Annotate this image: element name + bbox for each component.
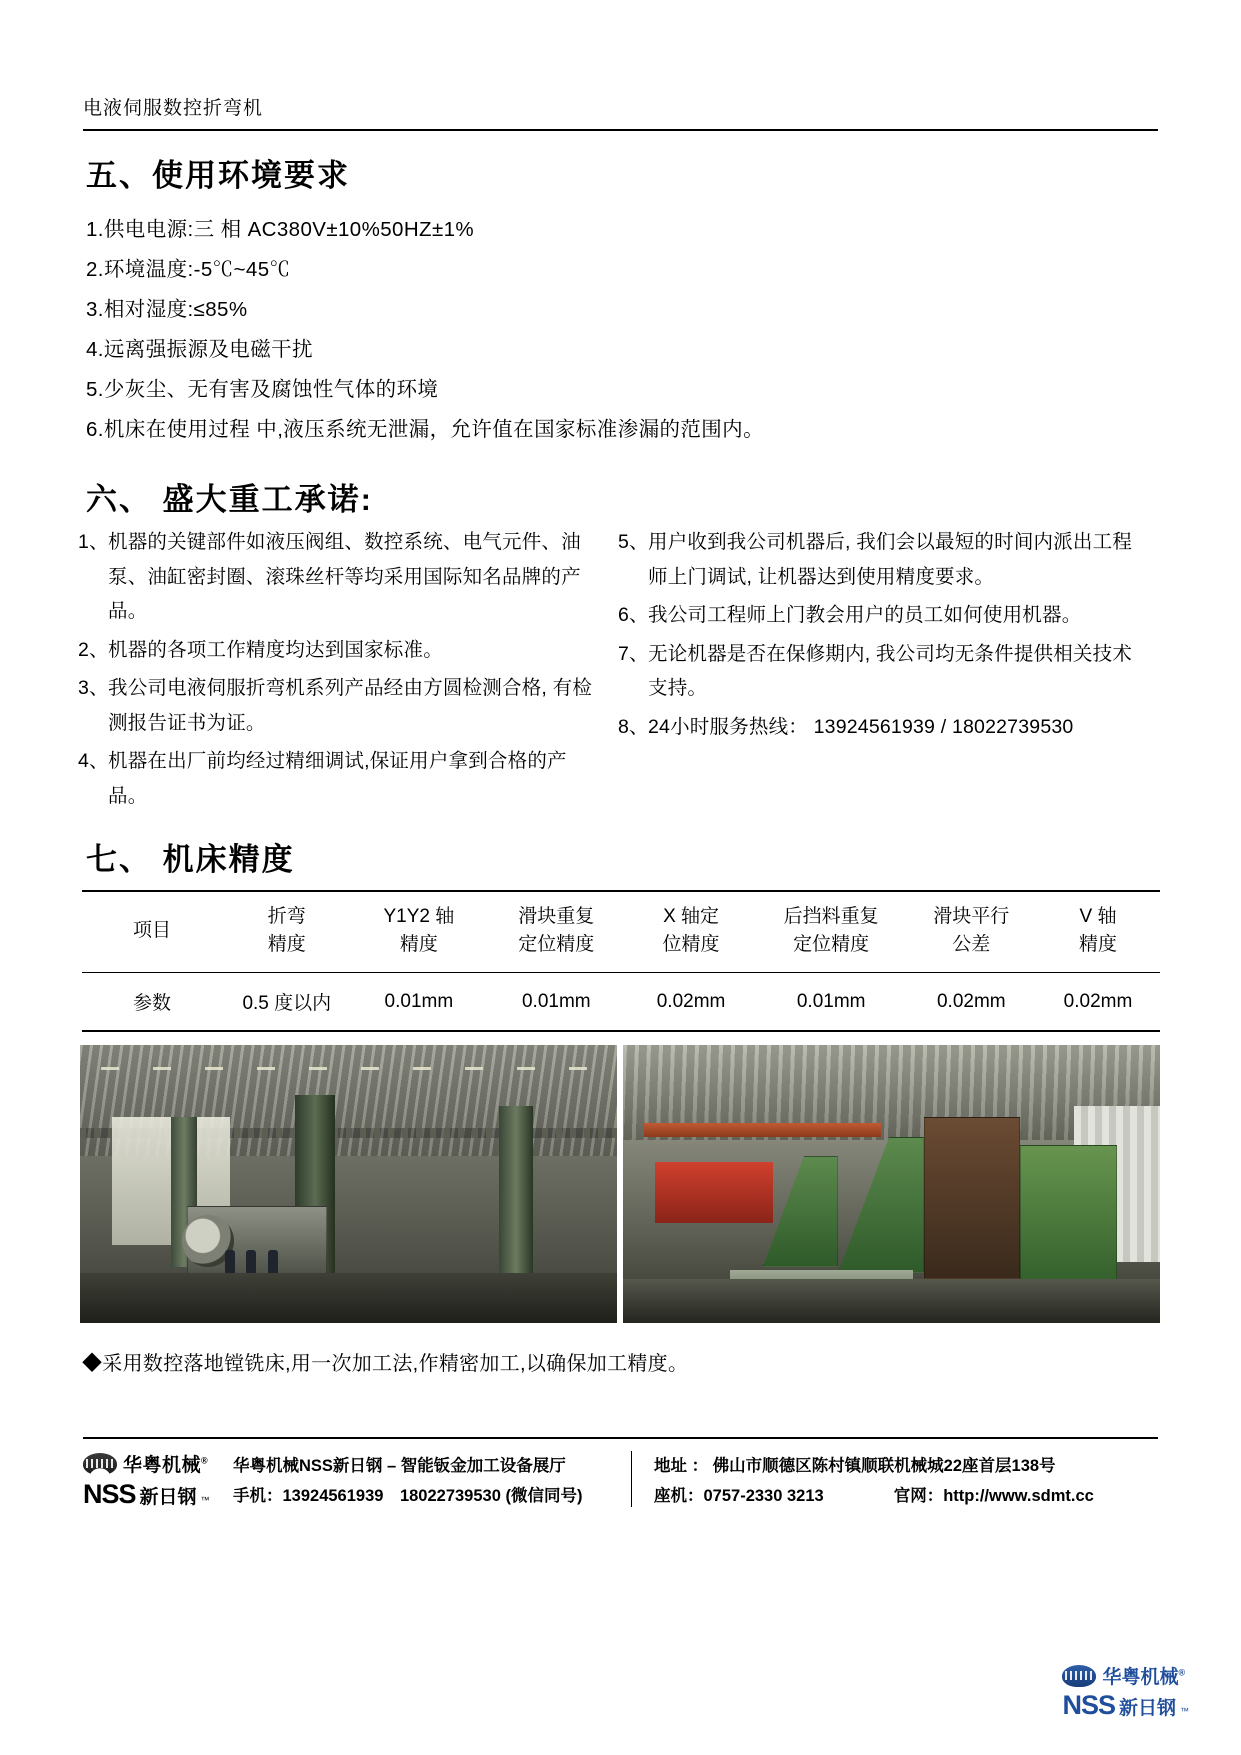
list-item — [618, 525, 1134, 594]
factory-floor — [80, 1273, 617, 1323]
header-divider — [83, 129, 1158, 131]
page-footer — [83, 1447, 1158, 1511]
list-item-number: 7、 — [618, 642, 649, 665]
list-item: 1.供电电源:三 相 AC380V±10%50HZ±1% — [86, 218, 475, 241]
table-cell: 0.5 度以内 — [242, 993, 332, 1014]
machine-column — [499, 1106, 533, 1284]
section-7-heading: 七、 机床精度 — [86, 842, 295, 877]
logo-top-row — [83, 1450, 233, 1477]
section-6-heading: 六、 盛大重工承诺: — [86, 482, 373, 517]
photo-caption: ◆采用数控落地镗铣床,用一次加工法,作精密加工,以确保加工精度。 — [82, 1353, 689, 1375]
footer-mobile-line: 手机：13924561939 18022739530 (微信同号) — [233, 1487, 583, 1505]
list-item — [78, 525, 594, 629]
list-item-number: 4、 — [78, 750, 109, 772]
green-machine-part — [838, 1137, 924, 1273]
bottom-brand-logo — [1062, 1662, 1189, 1721]
table-header-cell: 项目 — [133, 920, 172, 941]
table-header-cell: 折弯 精度 — [267, 906, 306, 955]
green-machine-part — [1020, 1145, 1117, 1284]
table-header-cell: V 轴 精度 — [1078, 906, 1117, 955]
bottom-brand-nss-cn-text: 新日钢 — [1118, 1698, 1176, 1719]
table-bottom-divider — [82, 1030, 1160, 1032]
list-item-number: 6、 — [618, 604, 649, 626]
list-item — [78, 633, 594, 668]
footer-contact-left — [233, 1447, 623, 1511]
bottom-brand-nss-text: NSS — [1062, 1690, 1115, 1720]
footer-address-line: 地址 ： 佛山市顺德区陈村镇顺联机械城22座首层138号 — [654, 1457, 1056, 1475]
page-header — [83, 93, 1158, 131]
section-6-right-column — [618, 525, 1134, 817]
overhead-crane-beam — [644, 1123, 880, 1137]
table-row — [82, 973, 1160, 1031]
table-header-cell: 滑块平行 公差 — [933, 906, 1010, 955]
list-item: 5.少灰尘、无有害及腐蚀性气体的环境 — [86, 378, 439, 401]
table-header-cell: X 轴定 位精度 — [662, 906, 720, 955]
list-item-number: 3、 — [78, 677, 109, 699]
worker-figure — [225, 1250, 235, 1276]
list-item-text: 无论机器是否在保修期内, 我公司均无条件提供相关技术支持。 — [648, 642, 1133, 699]
list-item — [618, 598, 1134, 633]
huayue-emblem-icon — [83, 1453, 117, 1475]
table-cell: 0.02mm — [936, 990, 1006, 1012]
footer-landline: 座机：0757-2330 3213 — [654, 1487, 824, 1505]
factory-photo-right — [623, 1045, 1160, 1323]
trademark-mark: ™ — [1180, 1706, 1189, 1716]
list-item-text: 我公司电液伺服折弯机系列产品经由方圆检测合格, 有检测报告证书为证。 — [108, 677, 593, 734]
section-5-heading: 五、使用环境要求 — [86, 158, 350, 193]
table-header-cell: 后挡料重复 定位精度 — [783, 906, 879, 955]
precision-table-wrapper — [82, 890, 1160, 1032]
footer-phone-web-row — [654, 1481, 1158, 1511]
registered-mark: ® — [1178, 1667, 1186, 1678]
list-item-text: 机器的关键部件如液压阀组、数控系统、电气元件、油泵、油缸密封圈、滚珠丝杆等均采用国际知名品牌的产品。 — [108, 531, 581, 622]
red-truck — [655, 1162, 773, 1223]
list-item-number: 8、 — [618, 715, 649, 738]
factory-photo-left — [80, 1045, 617, 1323]
list-item — [78, 744, 594, 813]
section-5-list — [86, 213, 1096, 453]
table-header-row — [82, 891, 1160, 973]
footer-website[interactable]: 官网：http://www.sdmt.cc — [893, 1487, 1094, 1505]
green-machine-part — [763, 1156, 838, 1267]
trademark-mark: ™ — [200, 1495, 210, 1505]
photo-strip — [80, 1045, 1160, 1323]
table-header-cell: 滑块重复 定位精度 — [518, 906, 595, 955]
precision-table — [82, 890, 1160, 1030]
list-item — [618, 710, 1134, 745]
ceiling-lights — [101, 1067, 595, 1070]
table-row-label: 参数 — [133, 993, 172, 1014]
huayue-emblem-icon — [1062, 1665, 1096, 1687]
list-item-text: 机器的各项工作精度均达到国家标准。 — [108, 638, 443, 661]
machine-frame — [924, 1117, 1021, 1278]
list-item-text: 24小时服务热线： 13924561939 / 18022739530 — [648, 715, 1074, 738]
footer-showroom-line: 华粤机械NSS新日钢 – 智能钣金加工设备展厅 — [233, 1457, 566, 1475]
footer-divider — [83, 1437, 1158, 1439]
logo-nss-text: NSS — [83, 1479, 136, 1509]
worker-figure — [268, 1250, 278, 1276]
table-cell: 0.01mm — [384, 990, 454, 1012]
header-title: 电液伺服数控折弯机 — [83, 98, 264, 119]
footer-logo — [83, 1447, 233, 1510]
list-item: 2.环境温度:-5℃~45℃ — [86, 258, 291, 281]
table-cell: 0.02mm — [656, 990, 726, 1012]
list-item — [78, 671, 594, 740]
registered-mark: ® — [201, 1455, 209, 1466]
factory-floor — [623, 1279, 1160, 1323]
list-item-number: 1、 — [78, 531, 109, 553]
table-header-cell: Y1Y2 轴 精度 — [383, 906, 455, 955]
table-cell: 0.01mm — [796, 990, 866, 1012]
logo-company-name: 华粤机械® — [123, 1455, 209, 1476]
logo-nss-cn-text: 新日钢 — [139, 1487, 197, 1508]
section-6-left-column — [78, 525, 594, 817]
list-item-number: 2、 — [78, 638, 109, 661]
footer-vertical-divider — [631, 1451, 632, 1507]
footer-contact-right — [654, 1447, 1158, 1511]
logo-bottom-row — [83, 1479, 233, 1510]
table-cell: 0.01mm — [521, 990, 591, 1012]
list-item — [618, 637, 1134, 706]
section-6-columns — [78, 525, 1158, 817]
list-item-number: 5、 — [618, 531, 649, 553]
list-item-text: 机器在出厂前均经过精细调试,保证用户拿到合格的产品。 — [108, 750, 567, 807]
bottom-brand-top-row — [1062, 1662, 1189, 1689]
worker-figure — [246, 1250, 256, 1276]
list-item-text: 用户收到我公司机器后, 我们会以最短的时间内派出工程师上门调试, 让机器达到使用精度要求。 — [648, 531, 1133, 588]
bottom-brand-company-name: 华粤机械® — [1102, 1667, 1186, 1688]
table-cell: 0.02mm — [1063, 990, 1133, 1012]
bottom-brand-bottom-row — [1062, 1690, 1189, 1721]
list-item: 6.机床在使用过程 中,液压系统无泄漏，允许值在国家标准渗漏的范围内。 — [86, 418, 764, 441]
list-item: 4.远离强振源及电磁干扰 — [86, 338, 313, 361]
list-item-text: 我公司工程师上门教会用户的员工如何使用机器。 — [648, 604, 1082, 626]
list-item: 3.相对湿度:≤85% — [86, 298, 248, 321]
